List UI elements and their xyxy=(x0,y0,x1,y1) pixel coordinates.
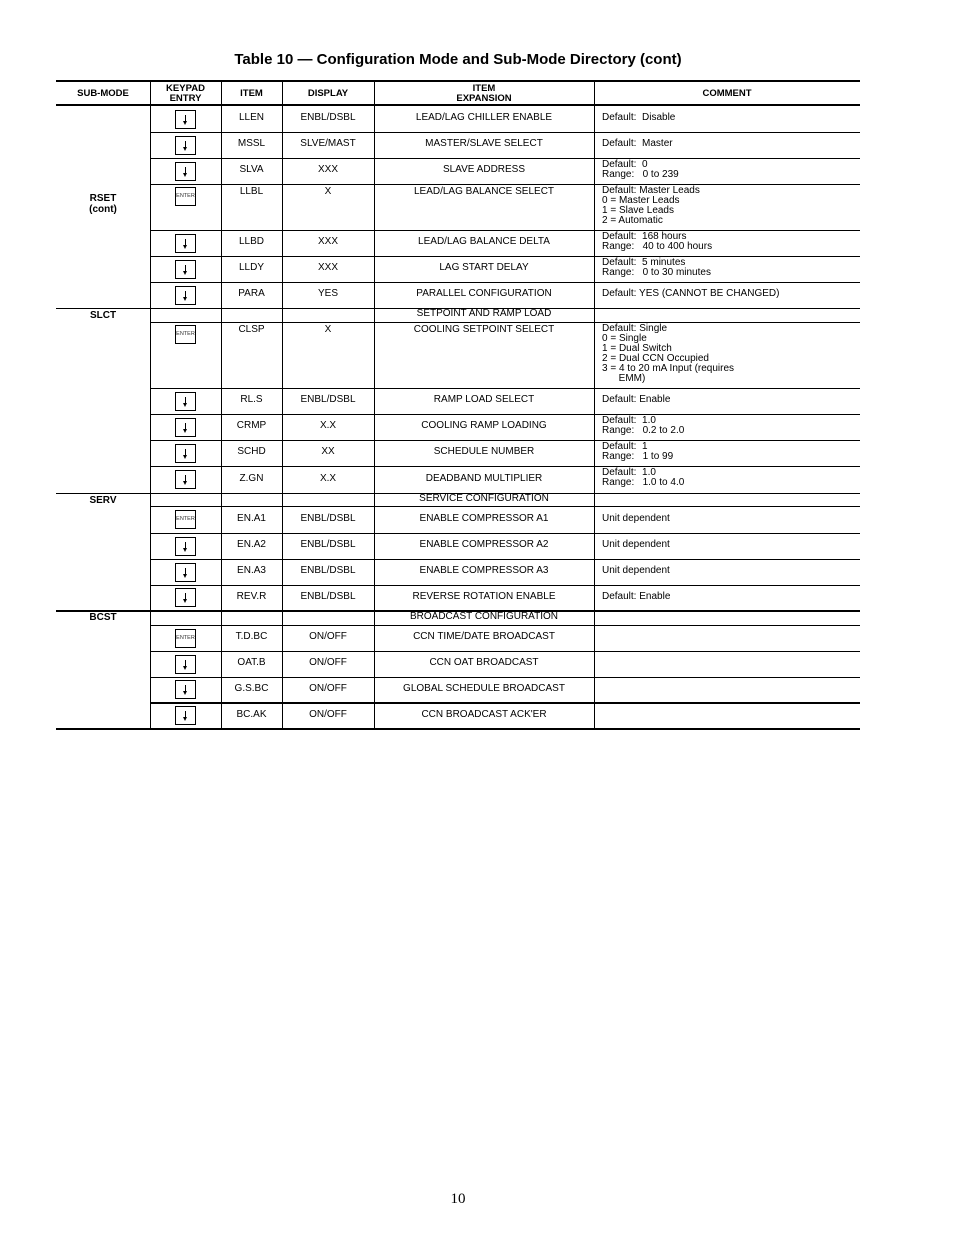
item-expansion: SETPOINT AND RAMP LOAD xyxy=(416,308,552,319)
row-divider xyxy=(150,322,860,323)
down-arrow-key-icon[interactable] xyxy=(175,286,196,305)
item-expansion: ENABLE COMPRESSOR A1 xyxy=(419,513,549,524)
comment-text: Default: 1.0 Range: 1.0 to 4.0 xyxy=(602,467,685,488)
comment-text: Unit dependent xyxy=(602,513,670,524)
item-expansion: ENABLE COMPRESSOR A3 xyxy=(419,565,549,576)
comment-text: Default: 168 hours Range: 40 to 400 hours xyxy=(602,231,713,252)
item-code: EN.A1 xyxy=(237,513,266,524)
item-expansion: ENABLE COMPRESSOR A2 xyxy=(419,539,549,550)
item-expansion: LEAD/LAG BALANCE DELTA xyxy=(418,236,550,247)
item-code: CLSP xyxy=(238,324,265,335)
item-code: PARA xyxy=(238,288,265,299)
table-bottom-rule xyxy=(56,728,860,730)
header-item: ITEM xyxy=(240,88,263,99)
display-value: YES xyxy=(317,288,338,299)
item-code: REV.R xyxy=(236,591,267,602)
row-divider xyxy=(150,282,860,283)
down-arrow-key-icon[interactable] xyxy=(175,706,196,725)
item-code: EN.A2 xyxy=(237,539,266,550)
item-expansion: COOLING RAMP LOADING xyxy=(421,420,547,431)
row-divider xyxy=(150,585,860,586)
display-value: ON/OFF xyxy=(309,657,347,668)
item-expansion: BROADCAST CONFIGURATION xyxy=(410,611,558,622)
row-divider xyxy=(150,651,860,652)
display-value: ENBL/DSBL xyxy=(300,539,356,550)
item-expansion: CCN BROADCAST ACK'ER xyxy=(421,709,547,720)
item-code: MSSL xyxy=(237,138,266,149)
display-value: ENBL/DSBL xyxy=(300,513,356,524)
item-expansion: CCN OAT BROADCAST xyxy=(429,657,539,668)
item-code: CRMP xyxy=(236,420,267,431)
item-expansion: PARALLEL CONFIGURATION xyxy=(416,288,552,299)
item-code: LLBL xyxy=(239,186,264,197)
row-divider xyxy=(150,230,860,231)
row-divider xyxy=(150,559,860,560)
display-value: X.X xyxy=(319,420,337,431)
display-value: ON/OFF xyxy=(309,709,347,720)
display-value: ENBL/DSBL xyxy=(300,591,356,602)
table-header xyxy=(56,80,860,106)
item-code: BC.AK xyxy=(236,709,267,720)
row-divider xyxy=(150,256,860,257)
comment-text: Default: Enable xyxy=(602,394,671,405)
row-divider xyxy=(150,702,860,704)
item-expansion: GLOBAL SCHEDULE BROADCAST xyxy=(403,683,565,694)
item-code: RL.S xyxy=(240,394,263,405)
display-value: SLVE/MAST xyxy=(300,138,356,149)
comment-text: Default: 1 Range: 1 to 99 xyxy=(602,441,674,462)
down-arrow-key-icon[interactable] xyxy=(175,588,196,607)
display-value: ON/OFF xyxy=(309,683,347,694)
down-arrow-key-icon[interactable] xyxy=(175,136,196,155)
item-code: SCHD xyxy=(237,446,266,457)
header-keypad-entry: KEYPAD ENTRY xyxy=(166,83,205,104)
item-code: LLEN xyxy=(238,112,264,123)
comment-text: Default: 1.0 Range: 0.2 to 2.0 xyxy=(602,415,685,436)
column-divider xyxy=(150,82,151,729)
row-divider xyxy=(150,466,860,467)
down-arrow-key-icon[interactable] xyxy=(175,680,196,699)
table-title: Table 10 — Configuration Mode and Sub-Mode Directory (cont) xyxy=(234,51,682,68)
item-code: T.D.BC xyxy=(235,631,268,642)
item-code: G.S.BC xyxy=(234,683,269,694)
submode-label: SLCT xyxy=(89,310,117,321)
comment-text: Unit dependent xyxy=(602,565,670,576)
comment-text: Default: Single 0 = Single 1 = Dual Switch 2 = Dual CCN Occupied 3 = 4 to 20 mA Input (requires EMM) xyxy=(602,323,735,384)
display-value: XX xyxy=(321,446,335,457)
comment-text: Default: Disable xyxy=(602,112,676,123)
display-value: X xyxy=(324,324,332,335)
header-submode: SUB-MODE xyxy=(77,88,129,99)
header-display: DISPLAY xyxy=(307,88,349,99)
down-arrow-key-icon[interactable] xyxy=(175,392,196,411)
comment-text: Default: Enable xyxy=(602,591,671,602)
item-expansion: MASTER/SLAVE SELECT xyxy=(425,138,543,149)
row-divider xyxy=(150,184,860,185)
column-divider xyxy=(594,82,595,729)
display-value: XXX xyxy=(317,262,338,273)
item-expansion: SERVICE CONFIGURATION xyxy=(419,493,549,504)
down-arrow-key-icon[interactable] xyxy=(175,418,196,437)
comment-text: Default: Master Leads 0 = Master Leads 1 = Slave Leads 2 = Automatic xyxy=(602,185,700,226)
row-divider xyxy=(150,677,860,678)
display-value: XXX xyxy=(317,164,338,175)
display-value: ON/OFF xyxy=(309,631,347,642)
item-expansion: COOLING SETPOINT SELECT xyxy=(413,324,555,335)
enter-key-icon[interactable]: ENTER xyxy=(175,629,196,648)
down-arrow-key-icon[interactable] xyxy=(175,537,196,556)
submode-label: BCST xyxy=(89,612,117,623)
comment-text: Default: 5 minutes Range: 0 to 30 minutes xyxy=(602,257,711,278)
item-code: LLBD xyxy=(238,236,264,247)
enter-key-icon[interactable]: ENTER xyxy=(175,510,196,529)
down-arrow-key-icon[interactable] xyxy=(175,234,196,253)
comment-text: Default: 0 Range: 0 to 239 xyxy=(602,159,679,180)
item-expansion: DEADBAND MULTIPLIER xyxy=(425,473,543,484)
row-divider xyxy=(150,158,860,159)
submode-label: SERV xyxy=(89,495,117,506)
down-arrow-key-icon[interactable] xyxy=(175,655,196,674)
header-item-expansion: ITEM EXPANSION xyxy=(456,83,512,104)
display-value: ENBL/DSBL xyxy=(300,394,356,405)
down-arrow-key-icon[interactable] xyxy=(175,563,196,582)
display-value: ENBL/DSBL xyxy=(300,565,356,576)
down-arrow-key-icon[interactable] xyxy=(175,260,196,279)
item-code: LLDY xyxy=(238,262,264,273)
page-number: 10 xyxy=(450,1191,466,1207)
comment-text: Default: Master xyxy=(602,138,673,149)
item-expansion: SLAVE ADDRESS xyxy=(442,164,526,175)
item-expansion: LEAD/LAG CHILLER ENABLE xyxy=(415,112,553,123)
display-value: X xyxy=(324,186,332,197)
enter-key-icon[interactable]: ENTER xyxy=(175,325,196,344)
display-value: X.X xyxy=(319,473,337,484)
enter-key-icon[interactable]: ENTER xyxy=(175,187,196,206)
row-divider xyxy=(150,388,860,389)
item-code: OAT.B xyxy=(237,657,266,668)
item-expansion: CCN TIME/DATE BROADCAST xyxy=(413,631,555,642)
row-divider xyxy=(150,440,860,441)
item-expansion: LAG START DELAY xyxy=(439,262,529,273)
row-divider xyxy=(150,414,860,415)
item-code: Z.GN xyxy=(239,473,264,484)
down-arrow-key-icon[interactable] xyxy=(175,162,196,181)
down-arrow-key-icon[interactable] xyxy=(175,444,196,463)
display-value: ENBL/DSBL xyxy=(300,112,356,123)
submode-label: RSET (cont) xyxy=(89,193,117,215)
item-expansion: REVERSE ROTATION ENABLE xyxy=(412,591,556,602)
item-code: EN.A3 xyxy=(237,565,266,576)
item-expansion: SCHEDULE NUMBER xyxy=(433,446,535,457)
row-divider xyxy=(150,533,860,534)
down-arrow-key-icon[interactable] xyxy=(175,470,196,489)
display-value: XXX xyxy=(317,236,338,247)
item-code: SLVA xyxy=(239,164,264,175)
row-divider xyxy=(150,506,860,507)
comment-text: Default: YES (CANNOT BE CHANGED) xyxy=(602,288,780,299)
row-divider xyxy=(150,132,860,133)
comment-text: Unit dependent xyxy=(602,539,670,550)
item-expansion: LEAD/LAG BALANCE SELECT xyxy=(413,186,555,197)
item-expansion: RAMP LOAD SELECT xyxy=(433,394,535,405)
down-arrow-key-icon[interactable] xyxy=(175,110,196,129)
header-comment: COMMENT xyxy=(702,88,752,99)
row-divider xyxy=(150,625,860,626)
